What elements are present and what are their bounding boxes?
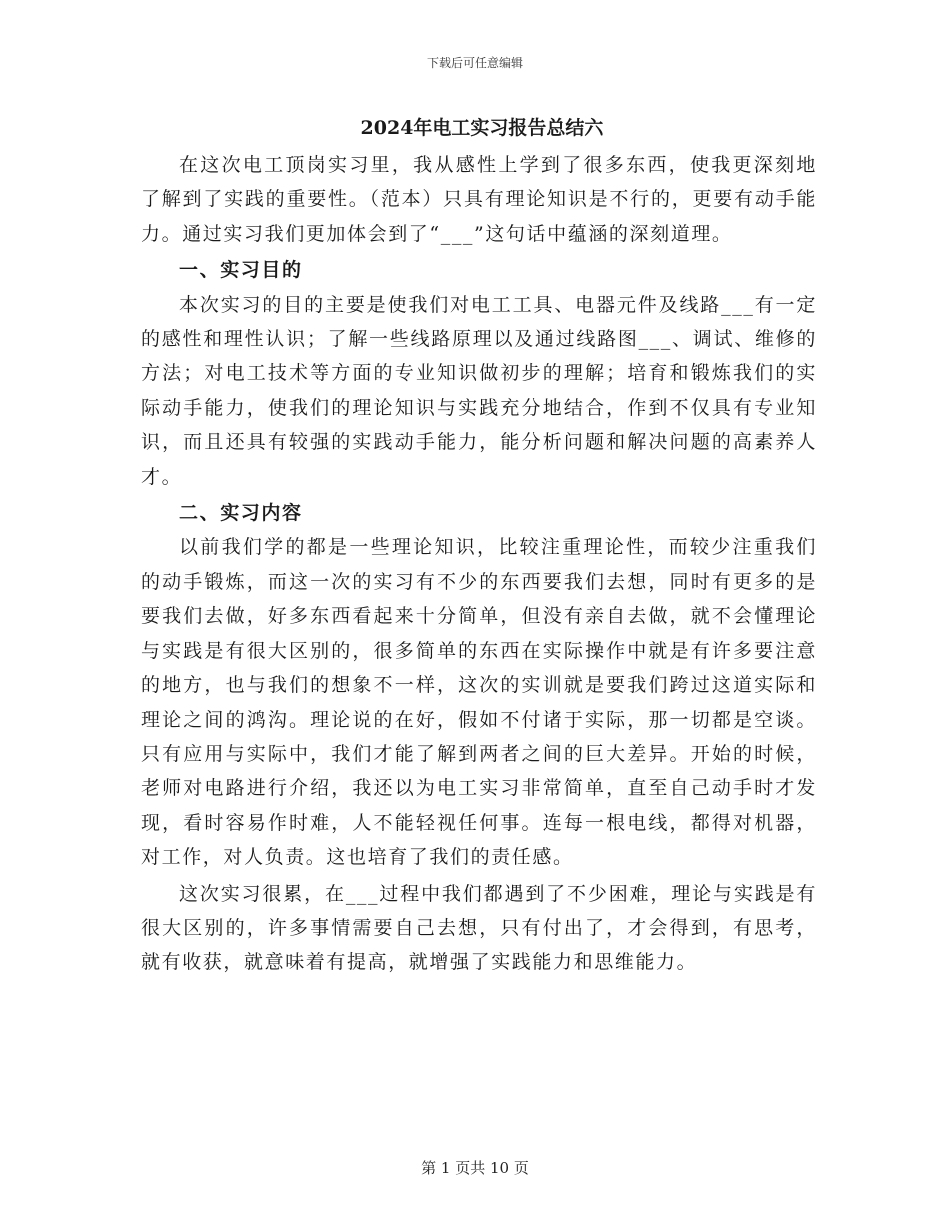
section2-heading: 二、实习内容 (179, 502, 303, 525)
section2-paragraph-1: 以前我们学的都是一些理论知识，比较注重理论性，而较少注重我们的动手锻炼，而这一次的实习有不少的东西要我们去想，同时有更多的是要我们去做，好多东西看起来十分简单，但没有亲自去做，就不会懂理论与实践是有很大区别的，很多简单的东西在实际操作中就是有许多要注意的地方，也与我们的想象不一样，这次的实训就是要我们跨过这道实际和理论之间的鸿沟。理论说的在好，假如不付诸于实际，那一切都是空谈。只有应用与实际中，我们才能了解到两者之间的巨大差异。开始的时候，老师对电路进行介绍，我还以为电工实习非常简单，直至自己动手时才发现，看时容易作时难，人不能轻视任何事。连每一根电线，都得对机器，对工作，对人负责。这也培育了我们的责任感。 (141, 536, 817, 869)
document-title: 2024年电工实习报告总结六 (360, 117, 604, 139)
section1-paragraph: 本次实习的目的主要是使我们对电工工具、电器元件及线路___有一定的感性和理性认识；了解一些线路原理以及通过线路图___、调试、维修的方法；对电工技术等方面的专业知识做初步的理解；培育和锻炼我们的实际动手能力，使我们的理论知识与实践充分地结合，作到不仅具有专业知识，而且还具有较强的实践动手能力，能分析问题和解决问题的高素养人才。 (141, 293, 817, 488)
header-note: 下载后可任意编辑 (426, 56, 523, 70)
page-footer: 第 1 页共 10 页 (421, 1159, 529, 1177)
section2-paragraph-2: 这次实习很累，在___过程中我们都遇到了不少困难，理论与实践是有很大区别的，许多事情需要自己去想，只有付出了，才会得到，有思考，就有收获，就意味着有提高，就增强了实践能力和思维能力。 (141, 882, 817, 974)
section1-heading: 一、实习目的 (179, 259, 303, 282)
intro-paragraph: 在这次电工顶岗实习里，我从感性上学到了很多东西，使我更深刻地了解到了实践的重要性。（范本）只具有理论知识是不行的，更要有动手能力。通过实习我们更加体会到了“___”这句话中蕴涵的深刻道理。 (141, 154, 817, 245)
document-body (141, 112, 817, 980)
